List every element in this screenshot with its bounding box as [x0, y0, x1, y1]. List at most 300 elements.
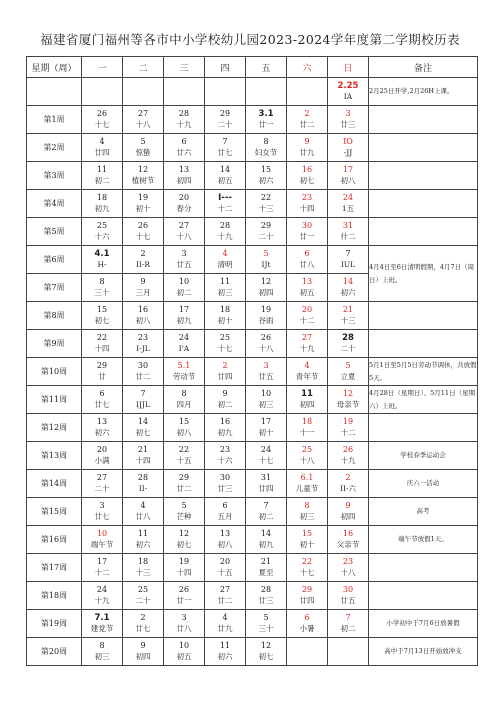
- day-cell: [205, 414, 246, 442]
- day-cell: [246, 638, 287, 666]
- date-number: 28: [260, 585, 272, 594]
- date-number: 31: [342, 221, 354, 230]
- day-cell: [205, 134, 246, 162]
- lunar-label: 廿三: [258, 596, 274, 605]
- day-cell: [328, 78, 369, 106]
- note-cell: [369, 414, 478, 442]
- lunar-label: 廿六: [176, 148, 192, 157]
- date-number: 23: [342, 557, 354, 566]
- date-number: 10: [260, 389, 272, 398]
- date-number: 29: [260, 221, 272, 230]
- date-number: 22: [260, 193, 272, 202]
- lunar-label: 初二: [217, 400, 233, 409]
- day-cell: [287, 386, 328, 414]
- lunar-label: 廿五: [340, 596, 356, 605]
- date-number: 6: [304, 249, 310, 258]
- table-row: [27, 218, 478, 246]
- lunar-label: 十七: [299, 568, 315, 577]
- day-cell: [246, 330, 287, 358]
- note-cell: 小学初中于7月6日放暑假: [369, 610, 478, 638]
- date-number: 9: [140, 641, 146, 650]
- header-weekday-6: 六: [287, 57, 328, 78]
- date-number: 13: [219, 529, 231, 538]
- day-cell: [246, 442, 287, 470]
- page-title: 福建省厦门福州等各市中小学校幼儿园2023-2024学年度第二学期校历表: [40, 32, 460, 47]
- date-number: 13: [96, 417, 108, 426]
- day-cell: [205, 470, 246, 498]
- lunar-label: 十七: [94, 120, 110, 129]
- date-number: 23: [219, 445, 231, 454]
- week-label: 第8周: [27, 302, 82, 330]
- table-row: [27, 610, 478, 638]
- header-weekday-7: 日: [328, 57, 369, 78]
- date-number: 3: [263, 361, 269, 370]
- day-cell: [82, 246, 123, 274]
- day-cell: [164, 638, 205, 666]
- day-cell: [246, 386, 287, 414]
- day-cell: [246, 582, 287, 610]
- table-row: [27, 414, 478, 442]
- lunar-label: 十四: [94, 344, 110, 353]
- day-cell: [205, 638, 246, 666]
- lunar-label: 十九: [299, 344, 315, 353]
- day-cell: [287, 162, 328, 190]
- note-cell: [369, 134, 478, 162]
- day-cell: [164, 526, 205, 554]
- lunar-label: 廿八: [135, 512, 151, 521]
- date-number: 4: [222, 249, 228, 258]
- lunar-label: 初七: [176, 540, 192, 549]
- day-cell: [287, 190, 328, 218]
- date-number: 5: [181, 501, 187, 510]
- note-cell: [369, 106, 478, 134]
- date-number: 22: [178, 445, 190, 454]
- date-number: 27: [137, 109, 149, 118]
- date-number: 26: [178, 585, 190, 594]
- date-number: 8: [304, 501, 310, 510]
- day-cell: [164, 470, 205, 498]
- day-cell: [164, 330, 205, 358]
- day-cell: [287, 302, 328, 330]
- lunar-label: 十二: [340, 428, 356, 437]
- date-number: 12: [260, 277, 272, 286]
- day-cell: [328, 554, 369, 582]
- note-cell: 4月28日（星期日）、5月11日（星期六）上班。: [369, 386, 478, 414]
- lunar-label: 十六: [217, 456, 233, 465]
- lunar-label: 植树节: [131, 176, 155, 185]
- day-cell: [82, 78, 123, 106]
- lunar-label: 初三: [217, 288, 233, 297]
- date-number: 26: [260, 333, 272, 342]
- date-number: 27: [219, 585, 231, 594]
- lunar-label: II-R: [135, 260, 151, 269]
- lunar-label: 廿八: [299, 260, 315, 269]
- date-number: 9: [222, 389, 228, 398]
- day-cell: [205, 498, 246, 526]
- day-cell: [287, 638, 328, 666]
- date-number: 16: [342, 529, 354, 538]
- day-cell: [287, 246, 328, 274]
- day-cell: [246, 498, 287, 526]
- lunar-label: 廿七: [135, 624, 151, 633]
- date-number: 28: [137, 473, 149, 482]
- lunar-label: 十二: [94, 568, 110, 577]
- day-cell: [287, 218, 328, 246]
- day-cell: [205, 358, 246, 386]
- day-cell: [82, 330, 123, 358]
- day-cell: [205, 610, 246, 638]
- date-number: 4.1: [94, 249, 110, 259]
- lunar-label: 廿九: [299, 148, 315, 157]
- lunar-label: 初四: [258, 288, 274, 297]
- lunar-label: 初十: [299, 540, 315, 549]
- lunar-label: 初六: [258, 176, 274, 185]
- day-cell: [164, 162, 205, 190]
- date-number: 21: [342, 305, 354, 314]
- lunar-label: 初四: [176, 176, 192, 185]
- lunar-label: II-: [138, 484, 148, 493]
- note-cell: 高考: [369, 498, 478, 526]
- note-cell: [369, 162, 478, 190]
- date-number: 13: [301, 277, 313, 286]
- note-cell: 4月4日至6日清明假期，4月7日（周日）上班。: [369, 246, 478, 302]
- lunar-label: 廿二: [217, 596, 233, 605]
- date-number: 27: [178, 221, 190, 230]
- week-label: 第1周: [27, 106, 82, 134]
- date-number: 18: [137, 557, 149, 566]
- header-row: [27, 57, 478, 78]
- date-number: 7: [263, 501, 269, 510]
- lunar-label: 1五: [341, 204, 355, 213]
- day-cell: [123, 134, 164, 162]
- lunar-label: IUL: [340, 260, 356, 269]
- date-number: 30: [301, 221, 313, 230]
- lunar-label: 谷雨: [258, 316, 274, 325]
- table-row: [27, 470, 478, 498]
- week-label: 第11周: [27, 386, 82, 414]
- lunar-label: 初四: [299, 400, 315, 409]
- day-cell: [123, 526, 164, 554]
- day-cell: [246, 358, 287, 386]
- date-number: 4: [222, 613, 228, 622]
- lunar-label: 初八: [340, 176, 356, 185]
- day-cell: [328, 246, 369, 274]
- date-number: 18: [219, 305, 231, 314]
- note-cell: 端午节放假1天。: [369, 526, 478, 554]
- date-number: 8: [99, 641, 105, 650]
- day-cell: [205, 526, 246, 554]
- date-number: 5: [263, 613, 269, 622]
- day-cell: [328, 302, 369, 330]
- table-row: [27, 302, 478, 330]
- date-number: 14: [260, 529, 272, 538]
- lunar-label: 初七: [135, 428, 151, 437]
- header-weekday-2: 二: [123, 57, 164, 78]
- note-cell: 学校春季运动会: [369, 442, 478, 470]
- lunar-label: 芒种: [176, 512, 192, 521]
- day-cell: [164, 302, 205, 330]
- day-cell: [328, 162, 369, 190]
- week-label: 第10周: [27, 358, 82, 386]
- lunar-label: 廿九: [217, 624, 233, 633]
- lunar-label: 二十: [258, 232, 274, 241]
- lunar-label: 十六: [94, 232, 110, 241]
- date-number: 20: [301, 305, 313, 314]
- day-cell: [82, 358, 123, 386]
- note-cell: [369, 330, 478, 358]
- date-number: 22: [301, 557, 313, 566]
- day-cell: [123, 302, 164, 330]
- table-row: [27, 442, 478, 470]
- day-cell: [287, 134, 328, 162]
- lunar-label: 初六: [340, 288, 356, 297]
- date-number: 15: [96, 305, 108, 314]
- lunar-label: 初十: [135, 204, 151, 213]
- date-number: 16: [301, 165, 313, 174]
- lunar-label: 初九: [94, 204, 110, 213]
- day-cell: [82, 106, 123, 134]
- date-number: 7: [345, 613, 351, 622]
- date-number: 30: [342, 585, 354, 594]
- lunar-label: 二十: [217, 120, 233, 129]
- day-cell: [328, 498, 369, 526]
- lunar-label: 十九: [217, 232, 233, 241]
- day-cell: [123, 470, 164, 498]
- day-cell: [164, 246, 205, 274]
- lunar-label: 十八: [340, 568, 356, 577]
- day-cell: [123, 442, 164, 470]
- date-number: 9: [140, 277, 146, 286]
- day-cell: [82, 470, 123, 498]
- lunar-label: II-六: [340, 484, 356, 493]
- day-cell: [287, 358, 328, 386]
- date-number: 2: [222, 361, 228, 370]
- day-cell: [328, 526, 369, 554]
- day-cell: [164, 218, 205, 246]
- lunar-label: 立夏: [340, 372, 356, 381]
- date-number: IO: [343, 137, 353, 146]
- date-number: 7: [140, 389, 146, 398]
- date-number: 12: [260, 641, 272, 650]
- day-cell: [123, 218, 164, 246]
- day-cell: [82, 582, 123, 610]
- table-row: [27, 358, 478, 386]
- lunar-label: 十九: [176, 120, 192, 129]
- day-cell: [82, 386, 123, 414]
- lunar-label: 廿五: [258, 372, 274, 381]
- lunar-label: 初六: [217, 652, 233, 661]
- day-cell: [328, 106, 369, 134]
- date-number: I---: [218, 193, 232, 203]
- date-number: 26: [342, 445, 354, 454]
- date-number: 11: [219, 641, 231, 650]
- table-row: [27, 554, 478, 582]
- lunar-label: 初三: [299, 512, 315, 521]
- date-number: 15: [260, 165, 272, 174]
- table-row: [27, 386, 478, 414]
- week-label: 第13周: [27, 442, 82, 470]
- day-cell: [205, 554, 246, 582]
- date-number: 2: [140, 613, 146, 622]
- date-number: 19: [178, 557, 190, 566]
- lunar-label: 廿一: [258, 120, 274, 129]
- date-number: 8: [181, 389, 187, 398]
- week-label: 第6周: [27, 246, 82, 274]
- day-cell: [287, 330, 328, 358]
- day-cell: [123, 582, 164, 610]
- date-number: 29: [219, 109, 231, 118]
- lunar-label: 三月: [135, 288, 151, 297]
- date-number: 14: [219, 165, 231, 174]
- lunar-label: 廿二: [176, 484, 192, 493]
- lunar-label: 初八: [135, 316, 151, 325]
- day-cell: [123, 330, 164, 358]
- lunar-label: 十九: [340, 456, 356, 465]
- day-cell: [82, 162, 123, 190]
- day-cell: [82, 554, 123, 582]
- lunar-label: 廿三: [340, 120, 356, 129]
- lunar-label: 十四: [135, 456, 151, 465]
- day-cell: [328, 442, 369, 470]
- week-label: 第19周: [27, 610, 82, 638]
- day-cell: [246, 274, 287, 302]
- date-number: 3: [181, 613, 187, 622]
- date-number: 17: [178, 305, 190, 314]
- note-cell: 高中于7月13日开始放冲支: [369, 638, 478, 666]
- lunar-label: 十九: [94, 596, 110, 605]
- date-number: 10: [178, 641, 190, 650]
- lunar-label: 廿七: [94, 512, 110, 521]
- day-cell: [82, 218, 123, 246]
- lunar-label: 初二: [258, 512, 274, 521]
- lunar-label: 青年节: [295, 372, 319, 381]
- note-cell: [369, 218, 478, 246]
- date-number: 11: [96, 165, 108, 174]
- date-number: 26: [96, 109, 108, 118]
- day-cell: [82, 302, 123, 330]
- day-cell: [164, 134, 205, 162]
- lunar-label: 二十: [135, 596, 151, 605]
- day-cell: [205, 162, 246, 190]
- day-cell: [328, 358, 369, 386]
- header-weekday-1: 一: [82, 57, 123, 78]
- date-number: 4: [140, 501, 146, 510]
- lunar-label: 初五: [176, 652, 192, 661]
- week-label: 第12周: [27, 414, 82, 442]
- day-cell: [246, 218, 287, 246]
- date-number: 8: [99, 277, 105, 286]
- day-cell: [164, 582, 205, 610]
- date-number: 22: [96, 333, 108, 342]
- day-cell: [123, 358, 164, 386]
- day-cell: [205, 78, 246, 106]
- lunar-label: 初八: [176, 428, 192, 437]
- lunar-label: 廿四: [299, 596, 315, 605]
- lunar-label: 妇女节: [254, 148, 278, 157]
- date-number: 7: [222, 137, 228, 146]
- table-row: [27, 498, 478, 526]
- day-cell: [123, 274, 164, 302]
- lunar-label: 十八: [299, 456, 315, 465]
- lunar-label: 十四: [176, 568, 192, 577]
- week-label: 第5周: [27, 218, 82, 246]
- day-cell: [246, 78, 287, 106]
- day-cell: [205, 106, 246, 134]
- lunar-label: 父亲节: [336, 540, 360, 549]
- lunar-label: 四月: [176, 400, 192, 409]
- day-cell: [82, 638, 123, 666]
- date-number: 20: [96, 445, 108, 454]
- day-cell: [328, 274, 369, 302]
- date-number: 28: [178, 109, 190, 118]
- day-cell: [205, 386, 246, 414]
- date-number: 8: [263, 137, 269, 146]
- date-number: 31: [260, 473, 272, 482]
- lunar-label: 十二: [299, 316, 315, 325]
- day-cell: [82, 442, 123, 470]
- lunar-label: IJt: [261, 260, 271, 269]
- header-weekday-5: 五: [246, 57, 287, 78]
- lunar-label: 母亲节: [336, 400, 360, 409]
- calendar-table: [26, 56, 478, 666]
- table-row: [27, 190, 478, 218]
- date-number: 6: [181, 137, 187, 146]
- day-cell: [164, 610, 205, 638]
- lunar-label: 惊蛰: [135, 148, 151, 157]
- lunar-label: 三十: [258, 624, 274, 633]
- date-number: 16: [219, 417, 231, 426]
- day-cell: [123, 610, 164, 638]
- lunar-label: 初七: [299, 176, 315, 185]
- date-number: 28: [342, 333, 354, 343]
- lunar-label: 初六: [94, 428, 110, 437]
- lunar-label: 初六: [135, 540, 151, 549]
- lunar-label: 十三: [135, 568, 151, 577]
- lunar-label: 小满: [94, 456, 110, 465]
- week-label: 第18周: [27, 582, 82, 610]
- day-cell: [246, 302, 287, 330]
- table-row: [27, 582, 478, 610]
- date-number: 23: [301, 193, 313, 202]
- day-cell: [246, 246, 287, 274]
- day-cell: [164, 190, 205, 218]
- note-cell: [369, 582, 478, 610]
- week-label: 第7周: [27, 274, 82, 302]
- date-number: 7.1: [94, 613, 110, 623]
- table-row: [27, 134, 478, 162]
- note-cell: 2月25日开学,2月26H上课。: [369, 78, 478, 106]
- day-cell: [246, 526, 287, 554]
- day-cell: [328, 610, 369, 638]
- date-number: 3: [345, 109, 351, 118]
- lunar-label: 十八: [135, 120, 151, 129]
- date-number: 11: [137, 529, 149, 538]
- lunar-label: 十二: [217, 204, 233, 213]
- lunar-label: 廿二: [299, 120, 315, 129]
- date-number: 5: [345, 361, 351, 370]
- lunar-label: 建党节: [90, 624, 114, 633]
- day-cell: [287, 442, 328, 470]
- lunar-label: 初二: [94, 176, 110, 185]
- date-number: 4: [304, 361, 310, 370]
- lunar-label: 夏至: [258, 568, 274, 577]
- date-number: 5: [140, 137, 146, 146]
- date-number: 7: [345, 249, 351, 258]
- lunar-label: 廿一: [299, 232, 315, 241]
- day-cell: [164, 386, 205, 414]
- note-cell: [369, 190, 478, 218]
- day-cell: [287, 78, 328, 106]
